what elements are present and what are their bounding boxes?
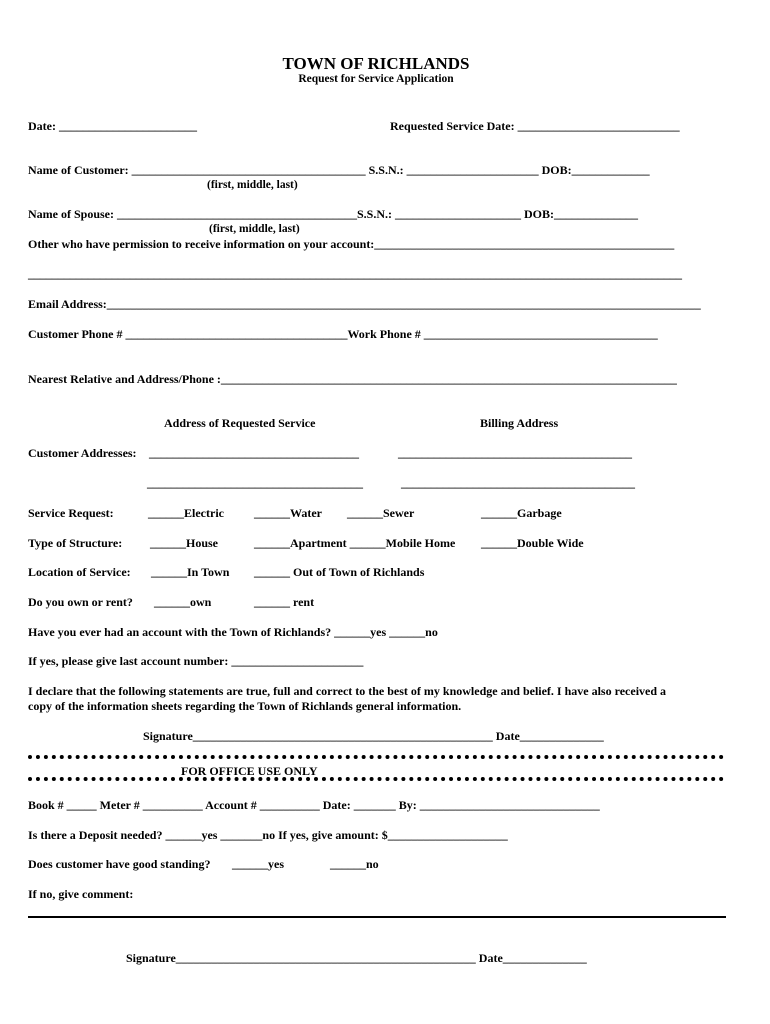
good-standing-no-option[interactable]: ______no [330,857,379,871]
location-label: Location of Service: [28,565,131,579]
billing-address-label: Billing Address [480,416,559,430]
billing-address-line-2[interactable]: _______________________________________ [401,476,635,490]
deposit-question[interactable]: Is there a Deposit needed? ______yes _______no If yes, give amount: $____________________ [28,828,508,842]
structure-apartment-mobile-options[interactable]: ______Apartment ______Mobile Home [254,536,456,550]
phone-fields[interactable]: Customer Phone # _____________________________________Work Phone # _______________________________________ [28,327,658,341]
office-signature-line[interactable]: Signature__________________________________________________ Date______________ [126,951,587,965]
good-standing-question: Does customer have good standing? [28,857,211,871]
location-in-town-option[interactable]: ______In Town [151,565,230,579]
declaration-line-2: copy of the information sheets regarding the Town of Richlands general information. [28,699,462,713]
date-field[interactable]: Date: _______________________ [28,119,197,133]
office-book-meter-account-line[interactable]: Book # _____ Meter # __________ Account # __________ Date: _______ By: ______________________________ [28,798,600,812]
comment-label: If no, give comment: [28,887,134,901]
structure-type-label: Type of Structure: [28,536,123,550]
spouse-name-field[interactable]: Name of Spouse: ________________________________________S.S.N.: _____________________ DOB:______________ [28,207,639,221]
others-permission-field[interactable]: Other who have permission to receive information on your account:__________________________________________________ [28,237,675,251]
prior-account-question[interactable]: Have you ever had an account with the Town of Richlands? ______yes ______no [28,625,438,639]
requested-service-date-field[interactable]: Requested Service Date: ___________________________ [390,119,680,133]
others-permission-continued[interactable]: _____________________________________________________________________________________________________________ [28,267,682,281]
service-sewer-option[interactable]: ______Sewer [347,506,415,520]
service-address-line-2[interactable]: ____________________________________ [147,476,363,490]
good-standing-yes-option[interactable]: ______yes [232,857,284,871]
last-account-number-field[interactable]: If yes, please give last account number: ______________________ [28,654,364,668]
structure-house-option[interactable]: ______House [150,536,219,550]
email-field[interactable]: Email Address:___________________________________________________________________________________________________ [28,297,701,311]
customer-signature-line[interactable]: Signature__________________________________________________ Date______________ [143,729,604,743]
nearest-relative-field[interactable]: Nearest Relative and Address/Phone :____________________________________________________________________________ [28,372,677,386]
service-electric-option[interactable]: ______Electric [148,506,224,520]
address-requested-service-label: Address of Requested Service [164,416,316,430]
comment-line[interactable] [28,916,726,918]
service-request-label: Service Request: [28,506,114,520]
page-title: TOWN OF RICHLANDS [282,54,470,73]
office-divider-top [28,755,724,763]
service-garbage-option[interactable]: ______Garbage [481,506,562,520]
own-option[interactable]: ______own [154,595,212,609]
structure-double-wide-option[interactable]: ______Double Wide [481,536,584,550]
billing-address-line-1[interactable]: _______________________________________ [398,446,632,460]
rent-option[interactable]: ______ rent [254,595,315,609]
location-out-of-town-option[interactable]: ______ Out of Town of Richlands [254,565,425,579]
office-use-heading: FOR OFFICE USE ONLY [181,764,318,778]
spouse-name-hint: (first, middle, last) [209,223,300,235]
own-rent-label: Do you own or rent? [28,595,133,609]
service-water-option[interactable]: ______Water [254,506,322,520]
office-divider-bottom [28,777,724,785]
service-address-line-1[interactable]: ___________________________________ [149,446,359,460]
customer-name-hint: (first, middle, last) [207,179,298,191]
page-subtitle: Request for Service Application [298,73,454,85]
customer-name-field[interactable]: Name of Customer: _______________________________________ S.S.N.: ______________________ DOB:_____________ [28,163,650,177]
customer-addresses-label: Customer Addresses: [28,446,137,460]
declaration-line-1: I declare that the following statements are true, full and correct to the best of my knowledge and belief. I have also received a [28,684,667,698]
